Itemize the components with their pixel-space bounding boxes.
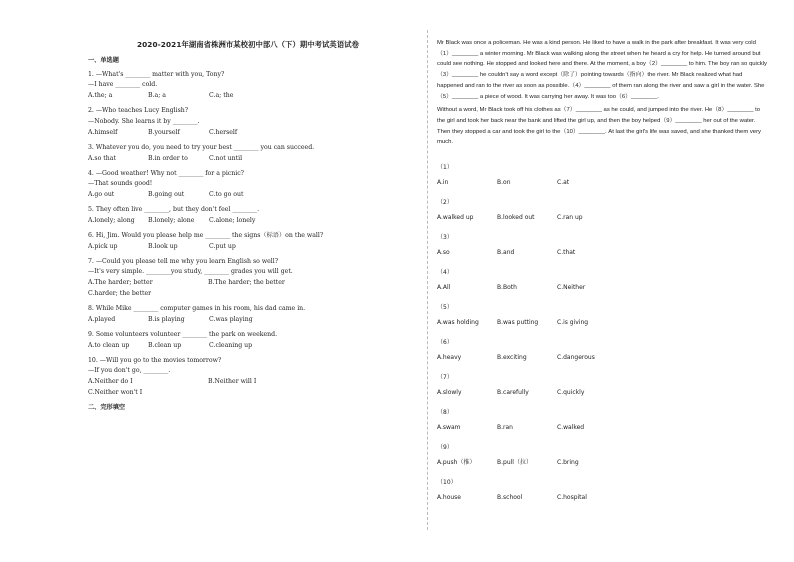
question-item — [88, 143, 408, 165]
answer-option[interactable]: C.alone; lonely — [209, 216, 256, 224]
answer-option[interactable]: C.ran up — [557, 214, 583, 222]
answer-option[interactable]: A.lonely; along — [88, 216, 135, 224]
blank-item — [437, 337, 767, 363]
passage-paragraph: Without a word, Mr Black took off his clothes as（7）________ as he could, and jumped into the river. He（8）________ to the girl and took her back near the bank and lifted the girl up, and then the boy helped（9）________ her out of the water. Then they stopped a car and took the girl to the（10）________. At last the girl's life was saved, and she thanked them very much. — [437, 107, 761, 146]
answer-option[interactable]: B.a; a — [148, 92, 166, 100]
question-text: 9. Some volunteers volunteer ________ the park on weekend. — [88, 330, 278, 338]
answer-option[interactable]: B.Neither will I — [208, 378, 257, 386]
answer-option[interactable]: A.in — [437, 179, 449, 187]
question-item — [88, 169, 408, 201]
section-heading-single-choice: 一、单选题 — [88, 56, 119, 64]
answer-options — [437, 387, 767, 398]
answer-option[interactable]: B.look up — [148, 242, 178, 250]
answer-option[interactable]: C.dangerous — [557, 354, 595, 362]
answer-options — [88, 242, 408, 253]
blank-item — [437, 477, 767, 503]
answer-options — [437, 492, 767, 503]
question-text: —It's very simple. ________you study, ________ grades you will get. — [88, 268, 293, 276]
answer-options — [88, 216, 408, 227]
answer-option[interactable]: B.lonely; alone — [148, 216, 195, 224]
answer-options — [437, 247, 767, 258]
answer-option[interactable]: B.yourself — [148, 128, 180, 136]
answer-option[interactable]: A.heavy — [437, 354, 462, 362]
cloze-passage — [437, 38, 767, 148]
answer-option[interactable]: C.Neither — [557, 284, 586, 292]
answer-option[interactable]: A.the; a — [88, 92, 113, 100]
answer-option[interactable]: B.in order to — [148, 154, 188, 162]
blank-number: （1） — [437, 164, 453, 172]
answer-option[interactable]: C.cleaning up — [209, 341, 253, 349]
answer-option[interactable]: B.school — [497, 494, 523, 502]
answer-option[interactable]: A.swam — [437, 424, 461, 432]
question-text: 4. —Good weather! Why not ________ for a picnic? — [88, 169, 245, 177]
answer-options — [88, 154, 408, 165]
answer-options — [88, 91, 408, 102]
blank-number: （6） — [437, 339, 453, 347]
question-item — [88, 257, 408, 300]
blank-item — [437, 302, 767, 328]
question-text: 3. Whatever you do, you need to try your best ________ you can succeed. — [88, 143, 315, 151]
answer-option[interactable]: C.bring — [557, 459, 579, 467]
blank-number: （3） — [437, 234, 453, 242]
answer-option[interactable]: A.house — [437, 494, 461, 502]
answer-options — [88, 377, 408, 399]
answer-option[interactable]: A.pick up — [88, 242, 118, 250]
answer-option[interactable]: A.played — [88, 315, 116, 323]
answer-option[interactable]: B.ran — [497, 424, 513, 432]
passage-paragraph: Mr Black was once a policeman. He was a kind person. He liked to have a walk in the park after breakfast. It was very cold（1）________ a winter morning. Mr Black was walking along the street when he heard a cry for help. He turned around but could see nothing. He stopped and looked here and there. At the moment, a boy（2）________ to him. The boy ran so quickly（3）________ he couldn't say a word except（除了）pointing towards（指向）the river. Mr Black realized what had happened and ran to the river as soon as possible.（4）________ of them ran along the river and saw a girl in the water. She（5）________ a piece of wood. It was carrying her away. It was too（6）________. — [437, 40, 767, 100]
question-text: 2. —Who teaches Lucy English? — [88, 107, 189, 115]
answer-option[interactable]: B.Both — [497, 284, 517, 292]
answer-option[interactable]: A.was holding — [437, 319, 479, 327]
answer-option[interactable]: A.slowly — [437, 389, 462, 397]
blank-item — [437, 162, 767, 188]
answer-option[interactable]: C.not until — [209, 154, 243, 162]
blank-item — [437, 232, 767, 258]
answer-option[interactable]: C.a; the — [209, 92, 234, 100]
answer-option[interactable]: A.walked up — [437, 214, 474, 222]
column-divider — [427, 30, 428, 530]
answer-option[interactable]: C.quickly — [557, 389, 585, 397]
answer-option[interactable]: C.hospital — [557, 494, 587, 502]
answer-options — [437, 317, 767, 328]
answer-option[interactable]: A.himself — [88, 128, 118, 136]
question-item — [88, 70, 408, 102]
answer-option[interactable]: C.is giving — [557, 319, 589, 327]
question-text: —I have ________ cold. — [88, 81, 158, 89]
question-item — [88, 330, 408, 352]
answer-options — [437, 422, 767, 433]
blank-number: （10） — [437, 479, 457, 487]
question-text: 8. While Mike ________ computer games in his room, his dad came in. — [88, 305, 306, 313]
answer-option[interactable]: A.The harder; better — [88, 279, 153, 287]
answer-option[interactable]: C.at — [557, 179, 570, 187]
answer-option[interactable]: B.and — [497, 249, 515, 257]
answer-option[interactable]: C.Neither won't I — [88, 389, 143, 396]
question-item — [88, 356, 408, 399]
answer-option[interactable]: B.clean up — [148, 341, 182, 349]
answer-options — [88, 278, 408, 300]
answer-option[interactable]: C.harder; the better — [88, 290, 152, 298]
question-text: 6. Hi, Jim. Would you please help me ________ the signs（标语）on the wall? — [88, 231, 324, 239]
blank-number: （4） — [437, 269, 453, 277]
answer-option[interactable]: B.carefully — [497, 389, 529, 397]
answer-option[interactable]: B.The harder; the better — [208, 279, 285, 287]
answer-option[interactable]: C.was playing — [209, 315, 253, 323]
answer-option[interactable]: C.to go out — [209, 191, 244, 199]
question-list — [88, 70, 408, 399]
answer-options — [437, 282, 767, 293]
answer-option[interactable]: B.on — [497, 179, 511, 187]
answer-option[interactable]: A.so that — [88, 154, 116, 162]
left-column — [88, 40, 408, 417]
blank-item — [437, 372, 767, 398]
answer-option[interactable]: C.walked — [557, 424, 585, 432]
page-title: 2020-2021年湖南省株洲市某校初中部八（下）期中考试英语试卷 — [136, 40, 360, 49]
question-text: 7. —Could you please tell me why you learn English so well? — [88, 257, 279, 265]
question-item — [88, 106, 408, 138]
answer-option[interactable]: A.Neither do I — [88, 378, 133, 386]
blank-item — [437, 442, 767, 468]
answer-option[interactable]: C.that — [557, 249, 576, 257]
section-heading-cloze: 二、完形填空 — [88, 403, 126, 411]
question-text: 10. —Will you go to the movies tomorrow? — [88, 356, 222, 364]
answer-option[interactable]: A.go out — [88, 191, 115, 199]
answer-options — [88, 341, 408, 352]
answer-option[interactable]: B.going out — [148, 191, 185, 199]
question-text: —Nobody. She learns it by ________. — [88, 117, 200, 125]
answer-options — [437, 212, 767, 223]
answer-options — [437, 177, 767, 188]
answer-option[interactable]: A.so — [437, 249, 450, 257]
answer-option[interactable]: C.herself — [209, 128, 238, 136]
question-text: —That sounds good! — [88, 180, 153, 188]
answer-option[interactable]: A.All — [437, 284, 451, 292]
blank-number: （5） — [437, 304, 453, 312]
question-text: 5. They often live ________, but they don't feel ________. — [88, 206, 260, 214]
answer-option[interactable]: C.put up — [209, 242, 236, 250]
question-text: —If you don't go, ________. — [88, 367, 171, 375]
question-item — [88, 231, 408, 253]
blank-number: （9） — [437, 444, 453, 452]
answer-options — [437, 352, 767, 363]
answer-options — [88, 315, 408, 326]
answer-option[interactable]: A.to clean up — [88, 341, 130, 349]
answer-option[interactable]: B.looked out — [497, 214, 535, 222]
question-item — [88, 205, 408, 227]
blank-number: （8） — [437, 409, 453, 417]
answer-option[interactable]: A.push（推） — [437, 459, 476, 467]
question-text: 1. —What's ________ matter with you, Tony? — [88, 70, 225, 78]
blank-number: （7） — [437, 374, 453, 382]
answer-option[interactable]: B.was putting — [497, 319, 539, 327]
question-item — [88, 304, 408, 326]
right-column — [437, 38, 767, 503]
answer-options — [88, 190, 408, 201]
blank-item — [437, 197, 767, 223]
blank-options-list — [437, 162, 767, 503]
answer-options — [437, 457, 767, 468]
answer-option[interactable]: B.exciting — [497, 354, 527, 362]
blank-item — [437, 407, 767, 433]
answer-option[interactable]: B.pull（拉） — [497, 459, 532, 467]
blank-number: （2） — [437, 199, 453, 207]
blank-item — [437, 267, 767, 293]
answer-option[interactable]: B.is playing — [148, 315, 185, 323]
answer-options — [88, 128, 408, 139]
